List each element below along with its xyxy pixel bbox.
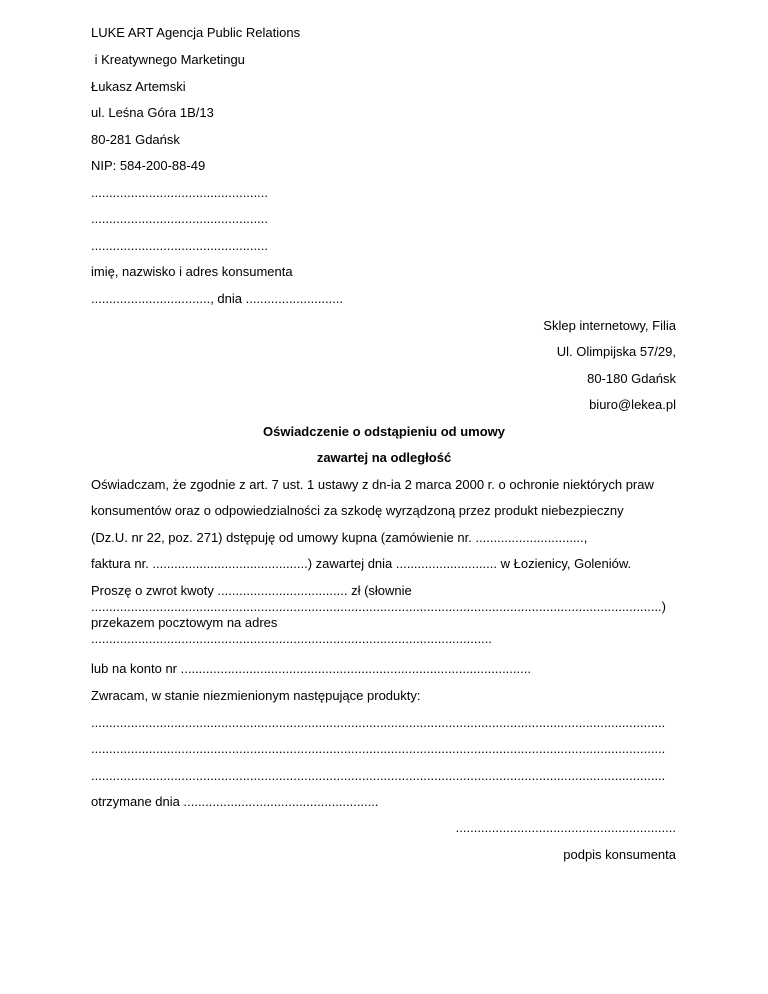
- recipient-line3: 80-180 Gdańsk: [587, 371, 676, 386]
- signature-fill-line: .............................................................: [455, 820, 676, 835]
- sender-company-line1: LUKE ART Agencja Public Relations: [91, 25, 301, 40]
- sender-city: 80-281 Gdańsk: [91, 132, 180, 147]
- consumer-fill-line-1: .................................................: [91, 185, 268, 200]
- sender-company-line2: i Kreatywnego Marketingu: [91, 52, 245, 67]
- recipient-line2: Ul. Olimpijska 57/29,: [556, 344, 676, 359]
- title-line2: zawartej na odległość: [316, 450, 452, 465]
- body-line-1: Oświadczam, że zgodnie z art. 7 ust. 1 ustawy z dn-ia 2 marca 2000 r. o ochronie niektórych praw: [91, 477, 654, 492]
- return-products-label: Zwracam, w stanie niezmienionym następujące produkty:: [91, 688, 421, 703]
- sender-name: Łukasz Artemski: [91, 79, 186, 94]
- postal-address-line: ...............................................................................................................: [91, 631, 492, 646]
- bank-account-line: lub na konto nr .................................................................................................: [91, 661, 531, 676]
- body-line-4: faktura nr. ...........................................) zawartej dnia ............................ w Łozienicy, Goleniów.: [91, 556, 632, 571]
- received-date-line: otrzymane dnia ......................................................: [91, 794, 379, 809]
- return-fill-line-1: ...............................................................................................................................................................: [91, 715, 666, 730]
- refund-words-line: ..............................................................................................................................................................): [91, 599, 666, 614]
- signature-label: podpis konsumenta: [563, 847, 676, 862]
- consumer-fill-line-3: .................................................: [91, 238, 268, 253]
- body-line-3: (Dz.U. nr 22, poz. 271) dstępuję od umowy kupna (zamówienie nr. ..............................,: [91, 530, 588, 545]
- return-fill-line-2: ...............................................................................................................................................................: [91, 741, 666, 756]
- recipient-line1: Sklep internetowy, Filia: [543, 318, 676, 333]
- return-fill-line-3: ...............................................................................................................................................................: [91, 768, 666, 783]
- sender-street: ul. Leśna Góra 1B/13: [91, 105, 214, 120]
- consumer-label: imię, nazwisko i adres konsumenta: [91, 264, 293, 279]
- title-line1: Oświadczenie o odstąpieniu od umowy: [263, 424, 505, 439]
- recipient-email: biuro@lekea.pl: [589, 397, 676, 412]
- postal-order-label: przekazem pocztowym na adres: [91, 615, 278, 630]
- refund-line: Proszę o zwrot kwoty .................................... zł (słownie: [91, 583, 412, 598]
- place-date-line: ................................., dnia ...........................: [91, 291, 344, 306]
- body-line-2: konsumentów oraz o odpowiedzialności za szkodę wyrządzoną przez produkt niebezpieczny: [91, 503, 624, 518]
- consumer-fill-line-2: .................................................: [91, 211, 268, 226]
- sender-nip: NIP: 584-200-88-49: [91, 158, 206, 173]
